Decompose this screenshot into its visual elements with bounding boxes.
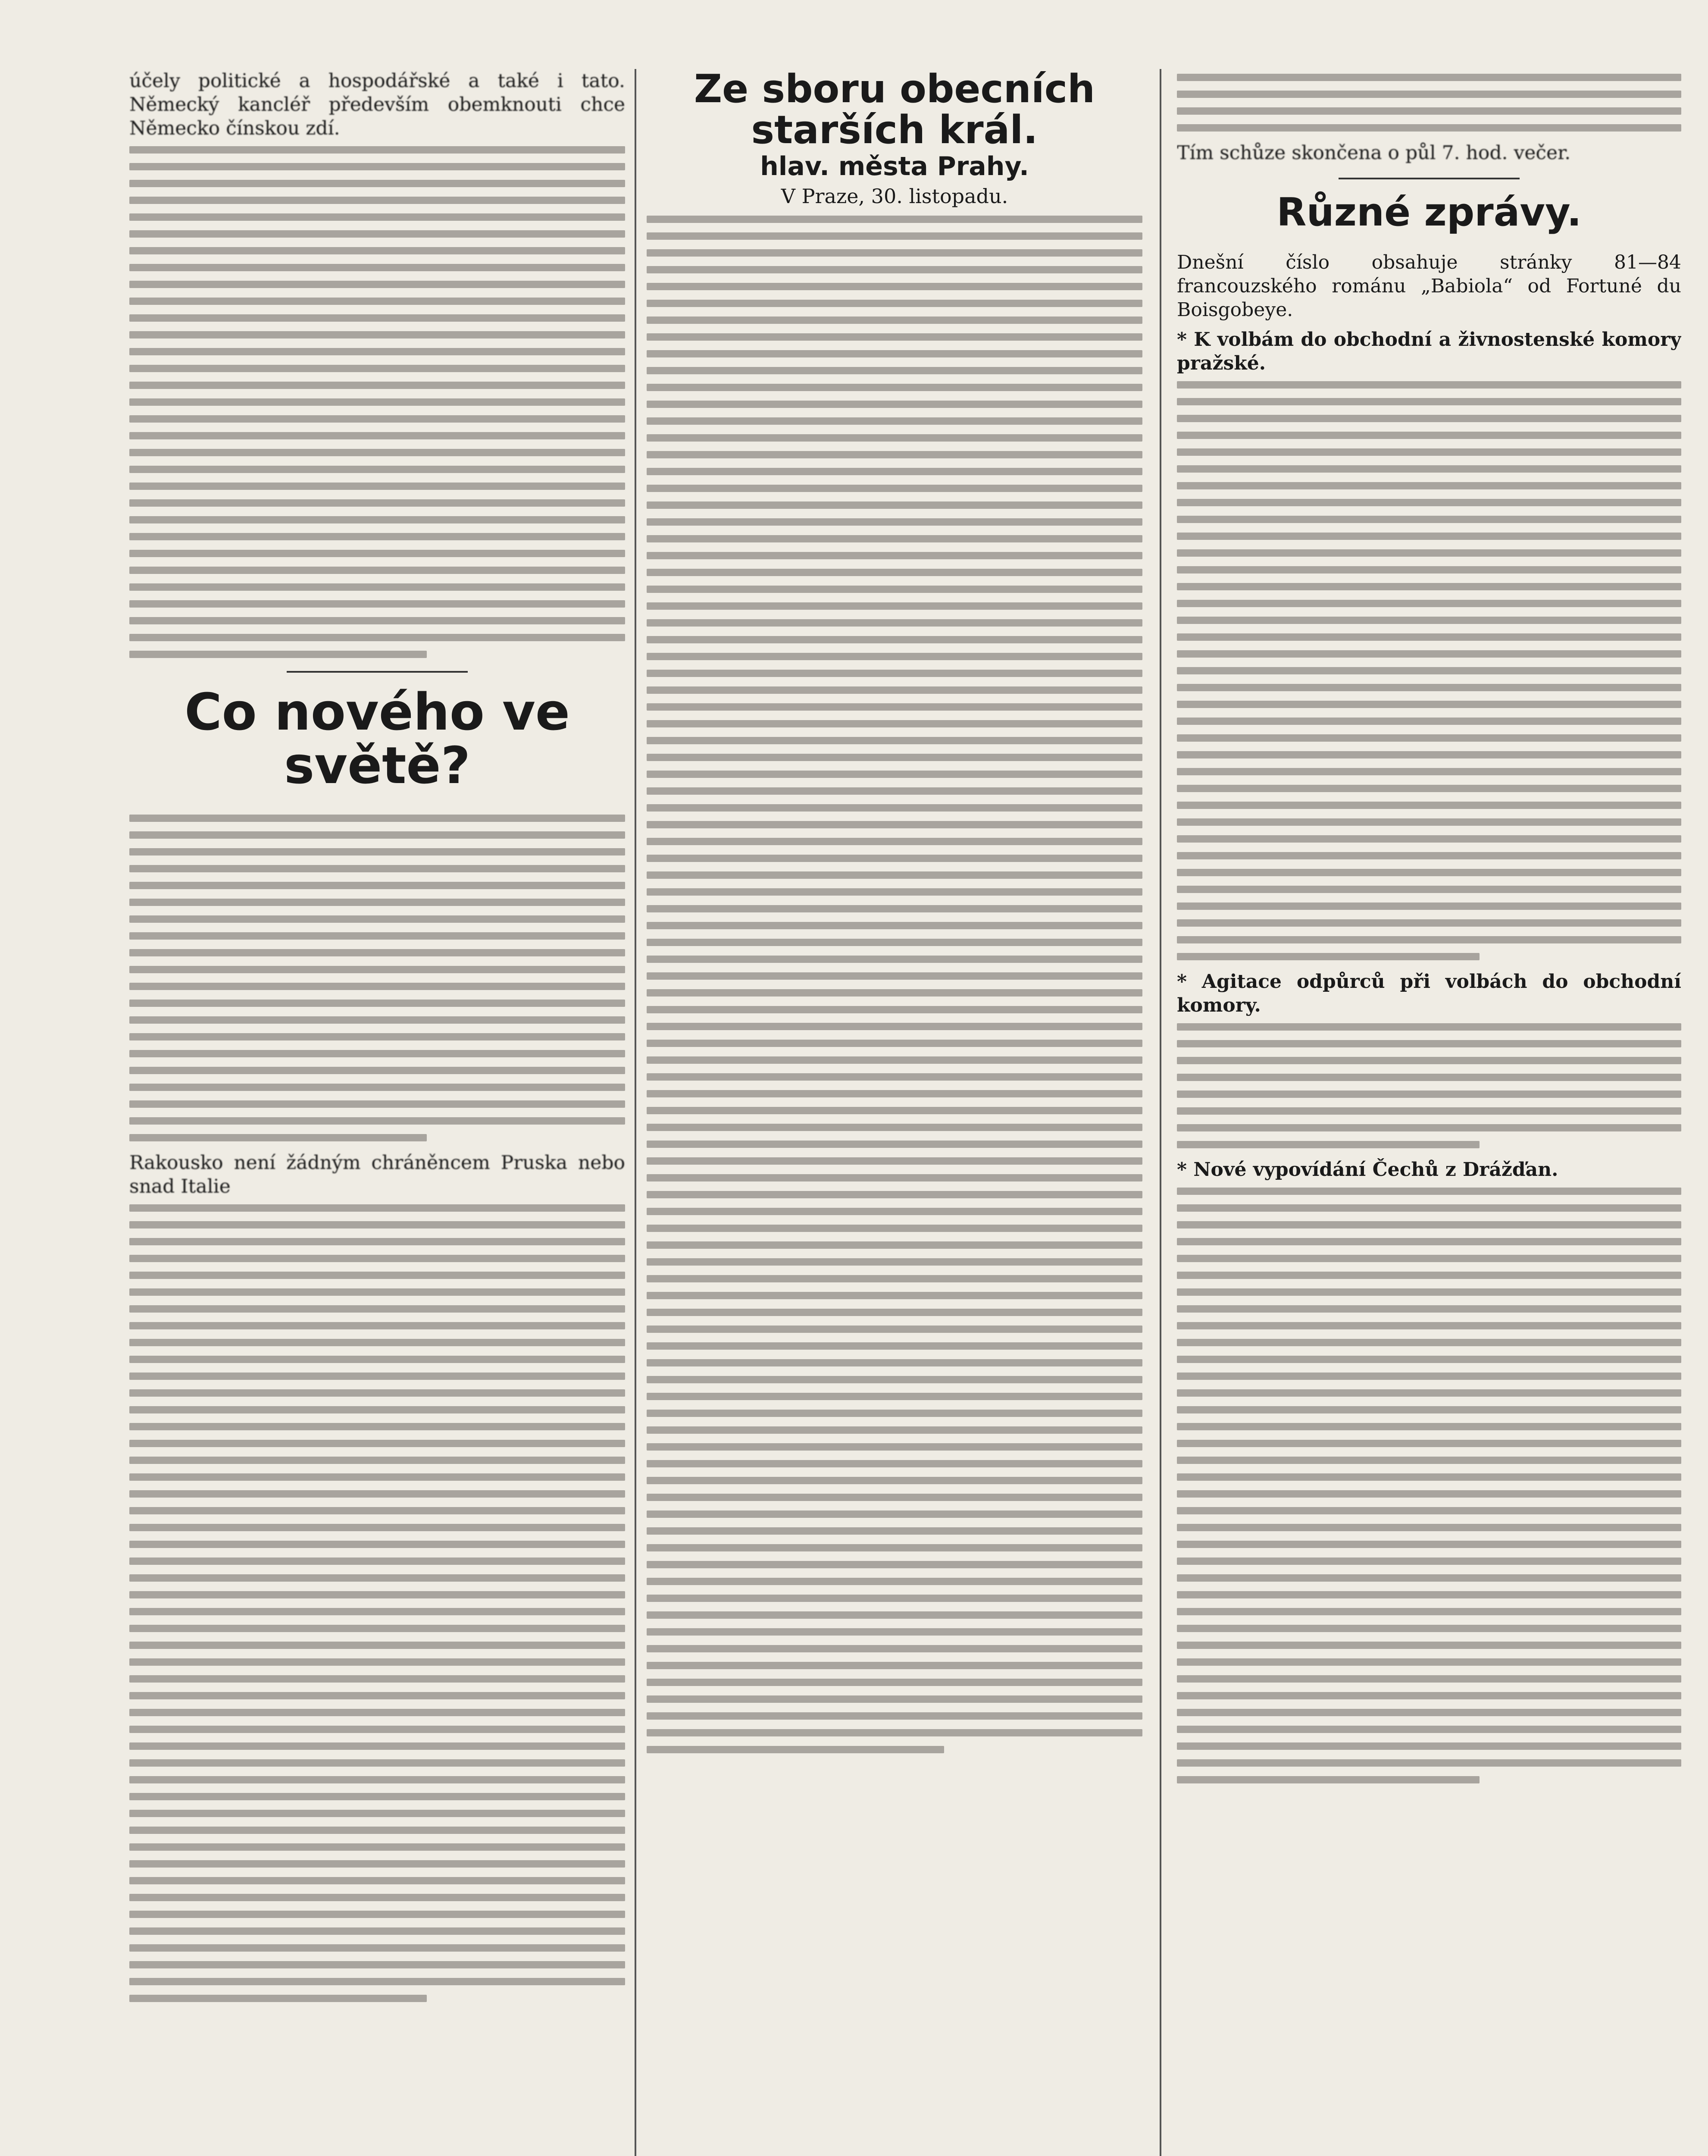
dateline: V Praze, 30. listopadu. [781,185,1008,208]
column-right [1177,69,1681,2156]
column-left [129,69,625,2156]
illegible-body-text [1177,1023,1681,1148]
news-item-heading: * Nové vypovídání Čechů z Drážďan. [1177,1158,1558,1181]
section-lead: Dnešní číslo obsahuje stránky 81—84 francouzského románu „Babiola“ od Fortuné du Boisgobeye. [1177,251,1681,321]
news-item-heading: * Agitace odpůrců při volbách do obchodní komory. [1177,970,1681,1016]
illegible-body-text [1177,74,1681,132]
section-divider [1339,178,1520,179]
article-title: Ze sboru obecních starších král. [694,69,1095,153]
illegible-body-text [647,216,1142,1753]
column-rule [1160,69,1161,2156]
illegible-body-text [129,815,625,1141]
section-title: Různé zprávy. [1276,190,1582,235]
quoted-passage-start: Rakousko není žádným chráněncem Pruska nebo snad Italie [129,1151,625,1197]
illegible-body-text [1177,381,1681,960]
section-divider [287,671,468,673]
article-title: Co nového ve světě? [185,682,570,795]
column-middle [647,69,1142,2156]
illegible-body-text [1177,1188,1681,1783]
illegible-body-text [129,1204,625,2002]
column-rule [635,69,636,2156]
column-top-fragment: Tím schůze skončena o půl 7. hod. večer. [1177,142,1571,164]
illegible-body-text [129,146,625,658]
column-top-fragment: účely politické a hospodářské a také i tato. Německý kancléř především obemknouti chce Německo čínskou zdí. [129,70,625,139]
news-item-heading: * K volbám do obchodní a živnostenské komory pražské. [1177,328,1681,374]
article-subtitle: hlav. města Prahy. [760,151,1029,182]
